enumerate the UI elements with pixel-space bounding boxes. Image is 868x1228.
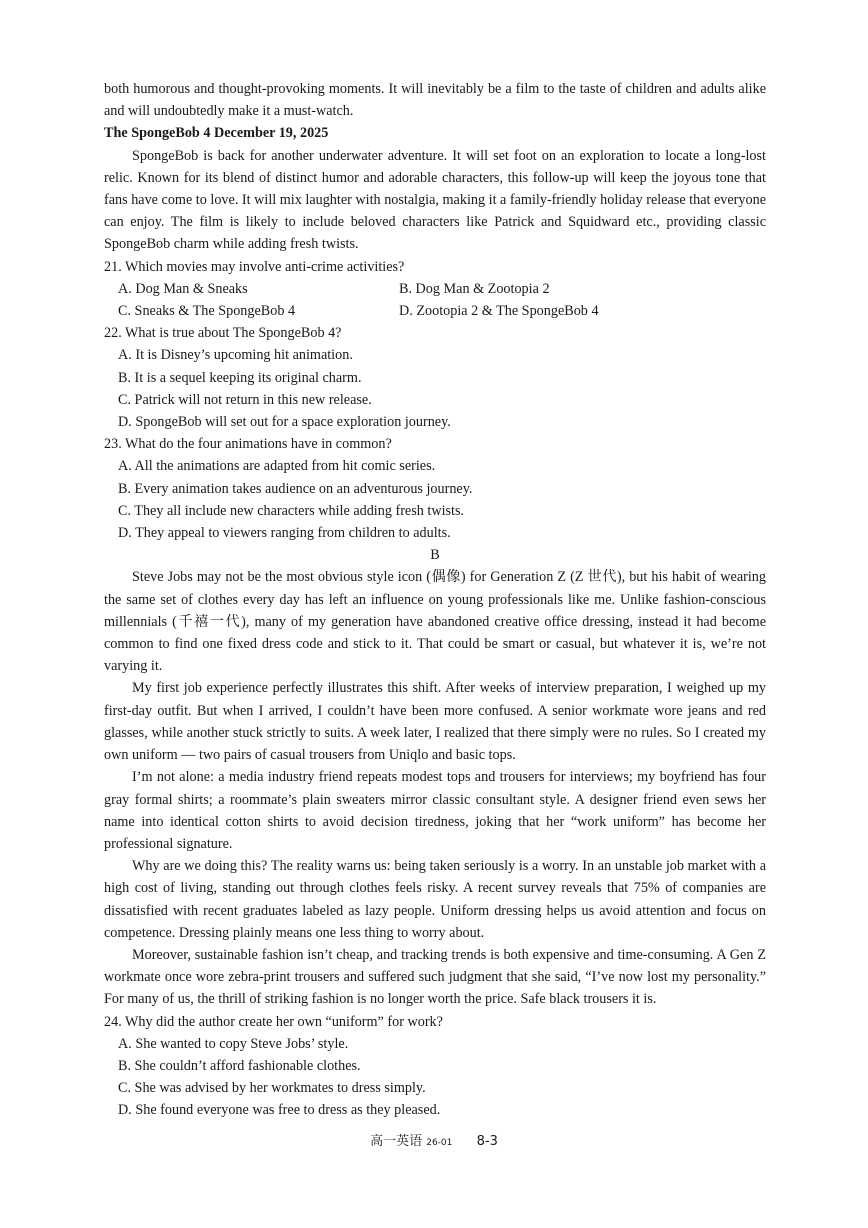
question-stem: 21. Which movies may involve anti-crime activities? bbox=[104, 258, 405, 275]
option-a[interactable]: A. She wanted to copy Steve Jobs’ style. bbox=[118, 1035, 349, 1052]
option-b[interactable]: B. It is a sequel keeping its original charm. bbox=[118, 369, 362, 386]
options-row bbox=[118, 278, 766, 300]
option-d[interactable]: D. She found everyone was free to dress as they pleased. bbox=[118, 1102, 441, 1119]
question-stem: 23. What do the four animations have in common? bbox=[104, 436, 392, 453]
passage-a-tail: both humorous and thought-provoking moments. It will inevitably be a film to the taste of children and adults alike and will undoubtedly make it a must-watch. bbox=[104, 81, 766, 120]
option-c[interactable]: C. She was advised by her workmates to dress simply. bbox=[118, 1080, 426, 1097]
option-d[interactable]: D. Zootopia 2 & The SpongeBob 4 bbox=[399, 303, 599, 320]
section-b-paragraph-3: I’m not alone: a media industry friend repeats modest tops and trousers for interviews; my boyfriend has four gray formal shirts; a roommate’s plain sweaters mirror classic consultant style. A designer friend even sews her name into identical cotton shirts to avoid decision tiredness, joking that her “work uniform” has become her professional signature. bbox=[104, 769, 766, 852]
exam-page bbox=[104, 78, 766, 1122]
section-b-paragraph-4: Why are we doing this? The reality warns us: being taken seriously is a worry. In an unstable job market with a high cost of living, standing out through clothes feels risky. A recent survey reveals that 75% of companies are dissatisfied with recent graduates labeled as lazy people. Uniform dressing helps us avoid attention and focus on competence. Dressing plainly means one less thing to worry about. bbox=[104, 858, 766, 941]
option-b[interactable]: B. She couldn’t afford fashionable clothes. bbox=[118, 1057, 361, 1074]
section-b-paragraph-5: Moreover, sustainable fashion isn’t cheap, and tracking trends is both expensive and time-consuming. A Gen Z workmate once wore zebra-print trousers and suffered such judgment that she said, “I’ve now lost my personality.” For many of us, the thrill of striking fashion is no longer worth the price. Safe black trousers it is. bbox=[104, 946, 766, 1008]
question-stem: 22. What is true about The SpongeBob 4? bbox=[104, 325, 342, 342]
section-b-paragraph-1: Steve Jobs may not be the most obvious style icon (偶像) for Generation Z (Z 世代), but his habit of wearing the same set of clothes every day has left an influence on young professionals like me. Unlike fashion-conscious millennials (千禧一代), many of my generation have abandoned creative office dressing, instead it had become common to find one fixed dress code and stick to it. That could be smart or casual, but whatever it is, we’re not varying it. bbox=[104, 569, 766, 675]
option-a[interactable]: A. It is Disney’s upcoming hit animation. bbox=[118, 347, 353, 364]
question-24 bbox=[104, 1011, 766, 1122]
option-c[interactable]: C. They all include new characters while adding fresh twists. bbox=[118, 502, 465, 519]
option-a[interactable]: A. Dog Man & Sneaks bbox=[118, 280, 248, 297]
footer-code: 26-01 bbox=[426, 1138, 453, 1148]
question-21 bbox=[104, 256, 766, 323]
options-row bbox=[118, 300, 766, 322]
question-stem: 24. Why did the author create her own “uniform” for work? bbox=[104, 1013, 443, 1030]
spongebob-title: The SpongeBob 4 December 19, 2025 bbox=[104, 125, 329, 142]
option-c[interactable]: C. Sneaks & The SpongeBob 4 bbox=[118, 303, 296, 320]
spongebob-body: SpongeBob is back for another underwater adventure. It will set foot on an exploration to locate a long-lost relic. Known for its blend of distinct humor and adorable characters, this follow-up will keep the joyous tone that fans have come to love. It will mix laughter with nostalgia, making it a family-friendly holiday release that everyone can enjoy. The film is likely to include beloved characters like Patrick and Squidward etc., providing classic SpongeBob charm while adding fresh twists. bbox=[104, 147, 766, 253]
section-b-paragraph-2: My first job experience perfectly illustrates this shift. After weeks of interview preparation, I weighed up my first-day outfit. But when I arrived, I couldn’t have been more confused. A senior workmate wore jeans and red glasses, while another stuck strictly to suits. A week later, I realized that there simply were no rules. So I created my own uniform — two pairs of casual trousers from Uniqlo and basic tops. bbox=[104, 680, 766, 764]
question-23 bbox=[104, 433, 766, 544]
footer-page-number: 8-3 bbox=[476, 1134, 498, 1149]
footer-subject: 高一英语 bbox=[370, 1134, 423, 1149]
section-b-heading: B bbox=[430, 547, 440, 564]
option-a[interactable]: A. All the animations are adapted from hit comic series. bbox=[118, 458, 436, 475]
page-footer bbox=[0, 1131, 868, 1154]
option-d[interactable]: D. They appeal to viewers ranging from children to adults. bbox=[118, 525, 451, 542]
question-22 bbox=[104, 322, 766, 433]
option-d[interactable]: D. SpongeBob will set out for a space exploration journey. bbox=[118, 414, 451, 431]
option-c[interactable]: C. Patrick will not return in this new release. bbox=[118, 391, 372, 408]
option-b[interactable]: B. Every animation takes audience on an adventurous journey. bbox=[118, 480, 473, 497]
option-b[interactable]: B. Dog Man & Zootopia 2 bbox=[399, 280, 550, 297]
